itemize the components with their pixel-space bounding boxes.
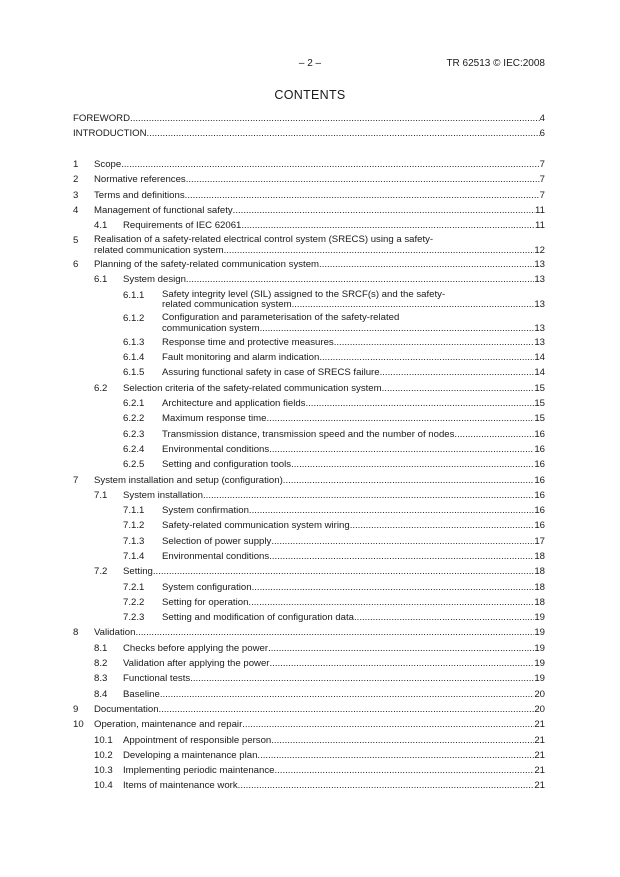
toc-entry-number: 7.1.2: [123, 520, 145, 532]
toc-entry-number: 6.2: [94, 382, 108, 394]
toc-entry[interactable]: [73, 641, 545, 656]
toc-entry-title: related communication system: [162, 299, 292, 311]
toc-entry-page: 13: [534, 336, 545, 348]
toc-entry-page: 19: [534, 673, 545, 685]
dot-leader: [153, 564, 534, 579]
toc-entry-page: 13: [534, 299, 545, 311]
toc-entry-page: 15: [534, 398, 545, 410]
toc-entry[interactable]: [73, 610, 545, 625]
toc-entry-number: 6.1: [94, 274, 108, 286]
toc-entry-title: related communication system: [94, 245, 224, 257]
dot-leader: [185, 188, 540, 203]
toc-entry-title: System confirmation: [162, 505, 249, 517]
toc-entry-title: Fault monitoring and alarm indication: [162, 352, 320, 364]
toc-entry-page: 14: [534, 352, 545, 364]
toc-entry-title: Response time and protective measures: [162, 336, 334, 348]
toc-entry[interactable]: [73, 203, 545, 218]
toc-entry-number: 1: [73, 158, 79, 170]
toc-entry[interactable]: [73, 218, 545, 233]
toc-entry-title: Safety-related communication system wiring: [162, 520, 350, 532]
toc-entry[interactable]: [73, 671, 545, 686]
toc-entry-page: 13: [534, 259, 545, 271]
toc-entry[interactable]: [73, 272, 545, 287]
dot-leader: [292, 300, 535, 311]
toc-entry[interactable]: [73, 702, 545, 717]
toc-entry-number: 6.1.1: [123, 289, 145, 301]
toc-entry-number: 6.2.1: [123, 398, 145, 410]
toc-entry-text: [123, 687, 545, 702]
toc-entry-number: 7.2.3: [123, 612, 145, 624]
toc-entry-title: Developing a maintenance plan: [123, 749, 258, 761]
toc-entry-number: 6.1.5: [123, 367, 145, 379]
toc-entry-text: [162, 350, 545, 365]
toc-entry-title: Selection of power supply: [162, 535, 272, 547]
toc-entry-page: 4: [539, 113, 545, 124]
dot-leader: [271, 534, 534, 549]
toc-entry-number: 10.4: [94, 780, 113, 792]
toc-entry-title: Implementing periodic maintenance: [123, 765, 275, 777]
toc-entry-title: Realisation of a safety-related electrical control system (SRECS) using a safety-: [94, 234, 434, 246]
toc-entry-page: 18: [534, 581, 545, 593]
dot-leader: [291, 457, 534, 472]
toc-entry-page: 18: [534, 596, 545, 608]
toc-entry-text: [123, 381, 545, 396]
toc-entry-page: 19: [534, 612, 545, 624]
toc-entry-number: 5: [73, 235, 79, 247]
toc-entry-title: Checks before applying the power: [123, 642, 269, 654]
toc-entry-title: Environmental conditions: [162, 551, 270, 562]
toc-entry[interactable]: [73, 157, 545, 172]
toc-entry-page: 21: [534, 719, 545, 731]
dot-leader: [334, 335, 535, 350]
toc-entry-title: Documentation: [94, 703, 159, 715]
toc-entry-title: System installation: [123, 489, 203, 501]
toc-entry-page: 7: [539, 174, 545, 186]
dot-leader: [190, 671, 534, 686]
toc-entry-page: 21: [534, 749, 545, 761]
toc-entry-number: 10.2: [94, 749, 113, 761]
dot-leader: [203, 488, 534, 503]
dot-leader: [242, 717, 534, 732]
toc-entry[interactable]: [73, 411, 545, 426]
toc-entry-title: Safety integrity level (SIL) assigned to the SRCF(s) and the safety-: [162, 288, 446, 300]
toc-entry-page: 20: [534, 703, 545, 715]
toc-entry-text: [162, 457, 545, 472]
toc-entry-text: [94, 157, 545, 172]
dot-leader: [270, 656, 535, 671]
toc-entry-number: 7.2.2: [123, 596, 145, 608]
toc-entry[interactable]: [73, 257, 545, 272]
toc-entry-text: [123, 272, 545, 287]
dot-leader: [271, 733, 534, 748]
toc-entry-number: 3: [73, 189, 79, 201]
page-title: CONTENTS: [274, 88, 346, 102]
toc-entry-title: communication system: [162, 322, 260, 334]
toc-entry-title: System installation and setup (configuration): [94, 474, 283, 486]
toc-entry-title: Terms and definitions: [94, 189, 185, 201]
toc-entry-text: [162, 442, 545, 457]
toc-entry-page: 21: [534, 734, 545, 746]
toc-entry-number: 7: [73, 474, 79, 486]
toc-entry-page: 16: [534, 443, 545, 455]
toc-entry-text: [162, 290, 545, 311]
toc-entry-number: 10: [73, 719, 84, 731]
toc-entry-number: 6.1.3: [123, 336, 145, 348]
toc-entry-text: [162, 396, 545, 411]
toc-entry[interactable]: [73, 717, 545, 732]
toc-entry[interactable]: [73, 350, 545, 365]
toc-entry-text: [162, 313, 545, 334]
toc-entry-title: FOREWORD: [73, 113, 131, 124]
toc-entry-title: Setting for operation: [162, 596, 249, 608]
toc-entry-text: [94, 235, 545, 256]
toc-entry[interactable]: [73, 503, 545, 518]
dot-leader: [269, 442, 534, 457]
dot-leader: [267, 411, 535, 426]
toc-entry-page: 11: [535, 204, 545, 216]
toc-entry-title: Functional tests: [123, 673, 191, 685]
dot-leader: [186, 172, 540, 187]
toc-entry[interactable]: [73, 488, 545, 503]
toc-entry[interactable]: [73, 126, 545, 141]
toc-entry-text: [123, 641, 545, 656]
toc-entry-title: Maximum response time: [162, 413, 267, 425]
toc-entry-page: 12: [534, 245, 545, 257]
toc-entry-page: 19: [534, 658, 545, 670]
toc-entry-page: 11: [535, 220, 545, 232]
toc-entry-text: [123, 763, 545, 778]
toc-entry-number: 6.1.2: [123, 313, 145, 325]
toc-entry-title: Transmission distance, transmission speed and the number of nodes: [162, 428, 455, 440]
toc-entry-text: [123, 778, 545, 793]
toc-entry-page: 19: [534, 627, 545, 639]
toc-entry-title: Architecture and application fields: [162, 398, 306, 410]
toc-entry-text: [94, 702, 545, 717]
toc-entry[interactable]: [73, 172, 545, 187]
dot-leader: [269, 549, 534, 564]
toc-entry-text: [73, 126, 545, 141]
toc-entry-text: [162, 595, 545, 610]
toc-entry-text: [162, 411, 545, 426]
toc-entry-number: 8.1: [94, 642, 108, 654]
dot-leader: [224, 246, 535, 257]
toc-entry-title: Configuration and parameterisation of the safety-related: [162, 312, 400, 324]
toc-entry-number: 8: [73, 627, 79, 639]
dot-leader: [249, 503, 534, 518]
toc-entry-title: Operation, maintenance and repair: [94, 719, 243, 731]
toc-entry-number: 10.1: [94, 734, 113, 746]
toc-entry-number: 2: [73, 174, 79, 186]
toc-entry-number: 4: [73, 204, 79, 216]
toc-entry-text: [123, 564, 545, 579]
toc-entry-text: [162, 365, 545, 380]
toc-entry-text: [94, 203, 545, 218]
dot-leader: [319, 257, 534, 272]
toc-entry-page: 18: [534, 566, 545, 578]
toc-entry-page: 18: [534, 551, 545, 562]
dot-leader: [147, 126, 540, 141]
toc-entry-text: [94, 717, 545, 732]
toc-entry-title: Management of functional safety: [94, 204, 233, 216]
dot-leader: [354, 610, 534, 625]
toc-entry-text: [162, 518, 545, 533]
toc-entry-page: 7: [539, 189, 545, 201]
dot-leader: [380, 365, 535, 380]
toc-entry-page: 16: [534, 459, 545, 471]
toc-entry-text: [162, 610, 545, 625]
toc-entry[interactable]: [73, 518, 545, 533]
dot-leader: [268, 641, 534, 656]
dot-leader: [260, 324, 535, 335]
toc-entry[interactable]: [73, 111, 545, 126]
toc-entry-title: Baseline: [123, 688, 160, 700]
toc-entry-page: 6: [539, 128, 545, 140]
toc-entry-text: [123, 488, 545, 503]
toc-entry-text: [162, 580, 545, 595]
toc-entry-page: 21: [534, 765, 545, 777]
toc-entry-page: 20: [534, 688, 545, 700]
toc-entry-number: 8.2: [94, 658, 108, 670]
toc-entry-title: System configuration: [162, 581, 252, 593]
toc-entry-number: 6: [73, 259, 79, 271]
toc-entry[interactable]: [73, 687, 545, 702]
toc-entry-title: Normative references: [94, 174, 186, 186]
dot-leader: [283, 473, 535, 488]
toc-entry-number: 6.1.4: [123, 352, 145, 364]
toc-entry-title: Setting and configuration tools: [162, 459, 292, 471]
dot-leader: [252, 580, 535, 595]
toc-entry-number: 7.2: [94, 566, 108, 578]
toc-entry-title: Setting and modification of configuration data: [162, 612, 355, 624]
toc-entry[interactable]: [73, 233, 545, 257]
toc-entry-number: 10.3: [94, 765, 113, 777]
toc-entry-text: [162, 503, 545, 518]
toc-entry-title: Requirements of IEC 62061: [123, 220, 242, 232]
toc-entry[interactable]: [73, 288, 545, 312]
dot-leader: [454, 427, 534, 442]
dot-leader: [274, 763, 534, 778]
toc-entry[interactable]: [73, 534, 545, 549]
toc-entry-number: 7.1.1: [123, 505, 145, 517]
toc-entry-number: 6.2.5: [123, 459, 145, 471]
toc-entry[interactable]: [73, 457, 545, 472]
toc-entry[interactable]: [73, 549, 545, 564]
dot-leader: [257, 748, 534, 763]
toc-entry-page: 16: [534, 474, 545, 486]
toc-entry-number: 6.2.3: [123, 428, 145, 440]
toc-entry-title: Scope: [94, 158, 122, 170]
toc-entry[interactable]: [73, 381, 545, 396]
toc-entry-number: 7.1: [94, 489, 108, 501]
toc-entry-number: 6.2.4: [123, 443, 145, 455]
toc-entry-title: Items of maintenance work: [123, 780, 238, 792]
dot-leader: [186, 272, 534, 287]
toc-entry-title: Setting: [123, 566, 153, 578]
toc-entry[interactable]: [73, 442, 545, 457]
toc-entry-page: 19: [534, 642, 545, 654]
toc-entry-page: 13: [534, 274, 545, 286]
toc-entry-page: 7: [539, 158, 545, 170]
toc-entry-text: [123, 733, 545, 748]
dot-leader: [121, 157, 539, 172]
toc-entry-text: [162, 549, 545, 564]
toc-entry-number: 8.3: [94, 673, 108, 685]
toc-entry-title: Validation after applying the power: [123, 658, 270, 670]
toc-entry[interactable]: [73, 748, 545, 763]
toc-entry[interactable]: [73, 656, 545, 671]
dot-leader: [130, 111, 540, 126]
toc-entry-title: Environmental conditions: [162, 443, 270, 455]
toc-entry-title: Appointment of responsible person: [123, 734, 272, 746]
toc-entry-page: 15: [534, 413, 545, 425]
toc-entry-page: 16: [534, 489, 545, 501]
toc-entry-page: 15: [534, 382, 545, 394]
toc-entry-number: 7.1.3: [123, 535, 145, 547]
toc-entry[interactable]: [73, 473, 545, 488]
toc-entry[interactable]: [73, 595, 545, 610]
toc-entry-page: 21: [534, 780, 545, 792]
toc-entry[interactable]: [73, 427, 545, 442]
toc-entry[interactable]: [73, 335, 545, 350]
toc-entry-text: [94, 172, 545, 187]
toc-entry-text: [73, 111, 545, 126]
toc-entry[interactable]: [73, 580, 545, 595]
toc-entry-title: System design: [123, 274, 186, 286]
page-number: – 2 –: [298, 58, 322, 69]
toc-entry-number: 4.1: [94, 220, 108, 232]
toc-entry-page: 13: [534, 322, 545, 334]
toc-entry[interactable]: [73, 365, 545, 380]
toc-entry-text: [162, 534, 545, 549]
toc-entry[interactable]: [73, 763, 545, 778]
toc-entry-text: [94, 473, 545, 488]
toc-entry-text: [162, 335, 545, 350]
toc-entry-number: 6.2.2: [123, 413, 145, 425]
toc-entry[interactable]: [73, 625, 545, 640]
toc-entry[interactable]: [73, 564, 545, 579]
toc-entry-title: Assuring functional safety in case of SRECS failure: [162, 367, 380, 379]
dot-leader: [238, 778, 535, 793]
toc-entry-title: INTRODUCTION: [73, 128, 147, 140]
dot-leader: [382, 381, 535, 396]
toc-entry-text: [123, 671, 545, 686]
toc-entry-title: Selection criteria of the safety-related communication system: [123, 382, 382, 394]
toc-entry-text: [123, 656, 545, 671]
toc-entry-number: 8.4: [94, 688, 108, 700]
toc-entry-text: [94, 257, 545, 272]
toc-entry-number: 7.2.1: [123, 581, 145, 593]
toc-entry-text: [123, 748, 545, 763]
toc-entry-text: [94, 625, 545, 640]
toc-entry-text: [162, 427, 545, 442]
dot-leader: [248, 595, 534, 610]
toc-entry-title: Planning of the safety-related communication system: [94, 259, 320, 271]
standard-reference: TR 62513 © IEC:2008: [446, 58, 545, 69]
toc-entry-text: [123, 218, 545, 233]
toc-entry[interactable]: [73, 311, 545, 335]
dot-leader: [319, 350, 534, 365]
toc-entry[interactable]: [73, 733, 545, 748]
toc-entry[interactable]: [73, 188, 545, 203]
toc-entry-number: 7.1.4: [123, 551, 145, 562]
toc-entry[interactable]: [73, 778, 545, 793]
toc-entry-page: 17: [534, 535, 545, 547]
dot-leader: [241, 218, 535, 233]
toc-entry-text: [94, 188, 545, 203]
toc-entry[interactable]: [73, 396, 545, 411]
toc-entry-page: 16: [534, 520, 545, 532]
toc-entry-title: Validation: [94, 627, 136, 639]
dot-leader: [160, 687, 535, 702]
dot-leader: [159, 702, 535, 717]
dot-leader: [233, 203, 535, 218]
toc-entry-number: 9: [73, 703, 79, 715]
toc-entry-page: 16: [534, 428, 545, 440]
toc-entry-page: 16: [534, 505, 545, 517]
toc-entry-page: 14: [534, 367, 545, 379]
table-of-contents: [73, 111, 545, 794]
dot-leader: [135, 625, 534, 640]
dot-leader: [305, 396, 534, 411]
dot-leader: [350, 518, 535, 533]
